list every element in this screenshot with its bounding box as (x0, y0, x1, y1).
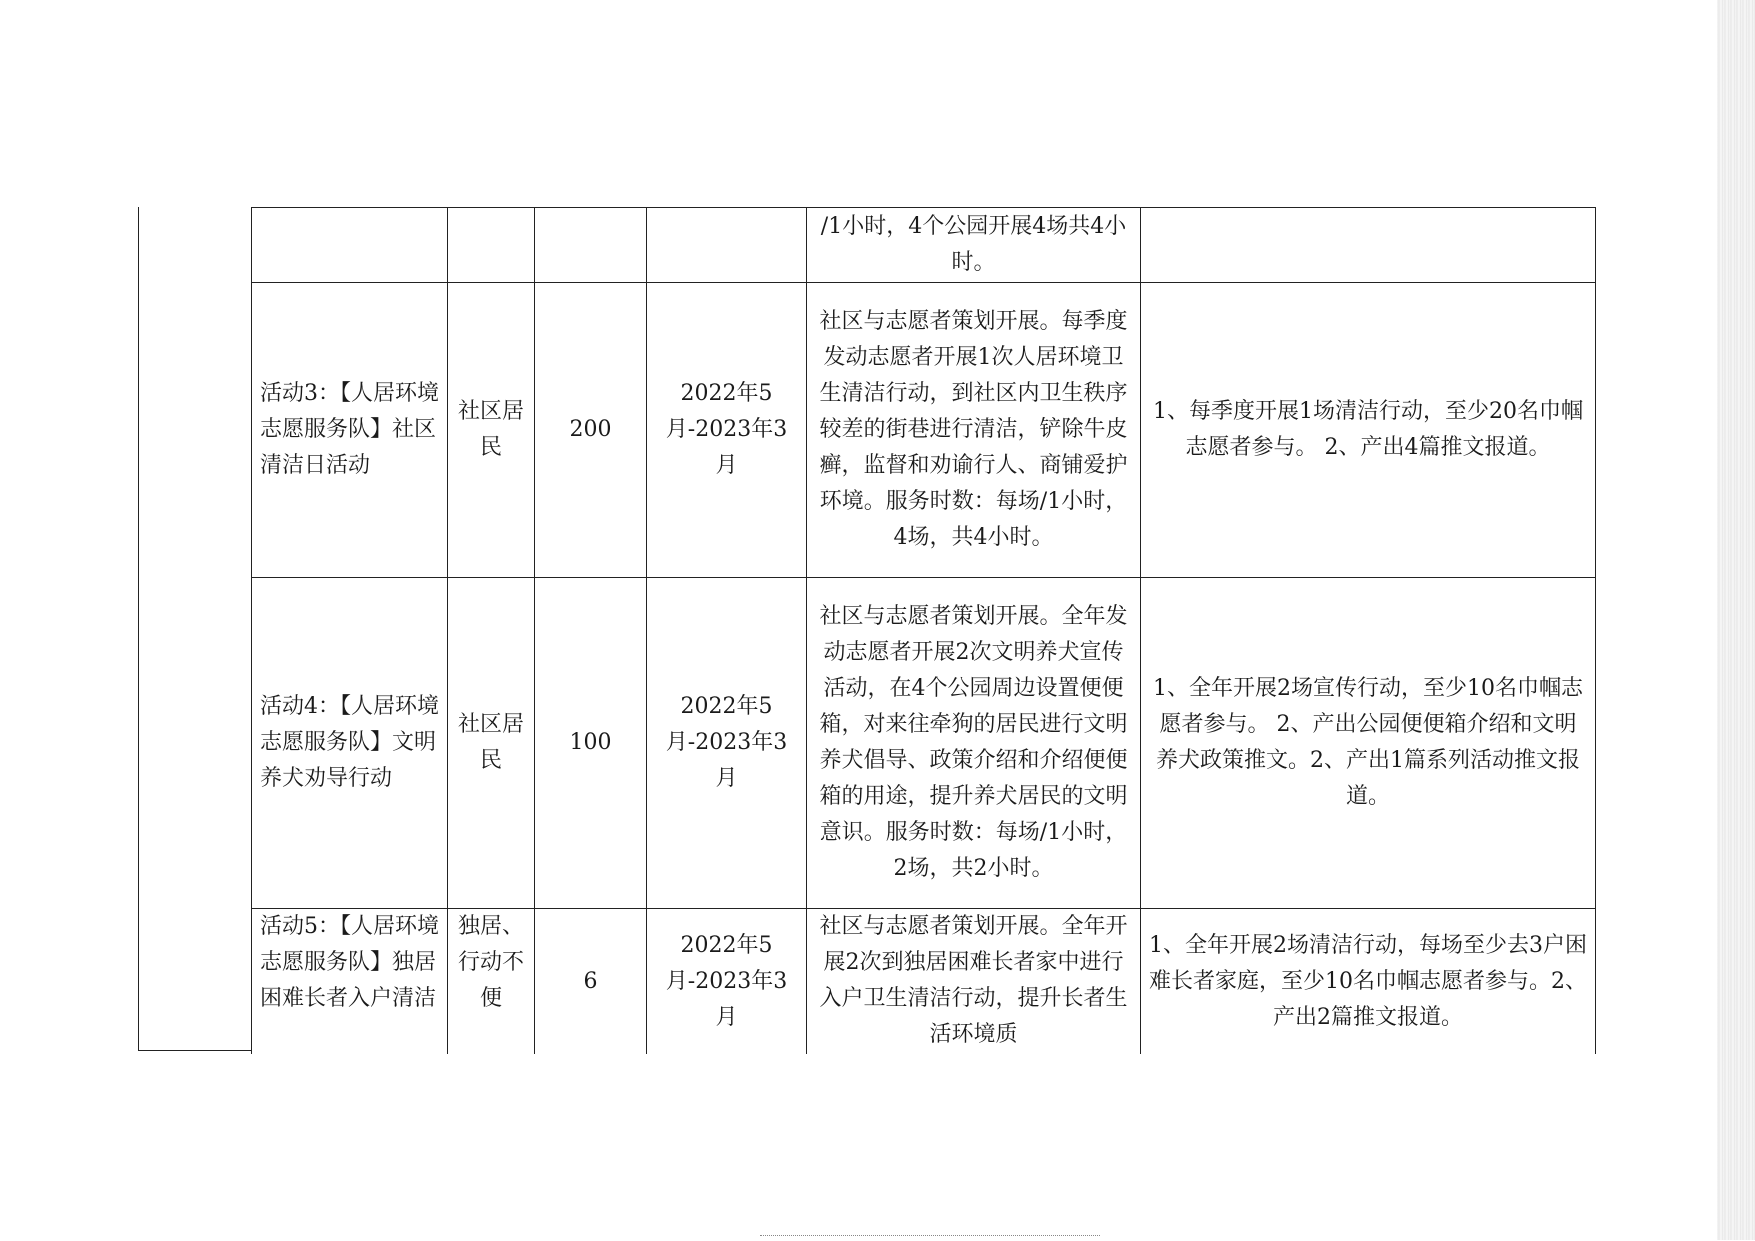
participant-count-cell: 6 (535, 909, 647, 1055)
activity-description-cell: 社区与志愿者策划开展。每季度发动志愿者开展1次人居环境卫生清洁行动，到社区内卫生秩序较差的街巷进行清洁，铲除牛皮癣，监督和劝谕行人、商铺爱护环境。服务时数：每场/1小时，4场，共4小时。 (807, 283, 1141, 578)
participant-count-cell: 200 (535, 283, 647, 578)
activity-description-cell: /1小时，4个公园开展4场共4小时。 (807, 208, 1141, 283)
time-period-cell: 2022年5月-2023年3月 (647, 909, 807, 1055)
target-group-cell: 独居、行动不便 (448, 909, 535, 1055)
table-row (252, 578, 1596, 909)
activity-name-cell: 活动3：【人居环境志愿服务队】社区清洁日活动 (252, 283, 448, 578)
table-row (252, 208, 1596, 283)
outer-table-left-border (138, 207, 139, 1050)
activity-name-cell: 活动5：【人居环境志愿服务队】独居困难长者入户清洁 (252, 909, 448, 1055)
activity-plan-table (251, 207, 1596, 1054)
expected-result-cell: 1、全年开展2场清洁行动，每场至少去3户困难长者家庭，至少10名巾帼志愿者参与。2、产出2篇推文报道。 (1141, 909, 1596, 1055)
activity-name-cell (252, 208, 448, 283)
scan-edge-shadow (1717, 0, 1755, 1240)
activity-name-cell: 活动4：【人居环境志愿服务队】文明养犬劝导行动 (252, 578, 448, 909)
expected-result-cell: 1、每季度开展1场清洁行动，至少20名巾帼志愿者参与。 2、产出4篇推文报道。 (1141, 283, 1596, 578)
time-period-cell (647, 208, 807, 283)
expected-result-cell (1141, 208, 1596, 283)
time-period-cell: 2022年5月-2023年3月 (647, 283, 807, 578)
table-row (252, 283, 1596, 578)
outer-table-bottom-border (138, 1050, 251, 1051)
target-group-cell: 社区居民 (448, 578, 535, 909)
time-period-cell: 2022年5月-2023年3月 (647, 578, 807, 909)
participant-count-cell (535, 208, 647, 283)
target-group-cell: 社区居民 (448, 283, 535, 578)
table-row (252, 909, 1596, 1055)
participant-count-cell: 100 (535, 578, 647, 909)
activity-description-cell: 社区与志愿者策划开展。全年开展2次到独居困难长者家中进行入户卫生清洁行动，提升长者生活环境质 (807, 909, 1141, 1055)
target-group-cell (448, 208, 535, 283)
scan-artifact-marks (760, 1235, 1100, 1241)
activity-description-cell: 社区与志愿者策划开展。全年发动志愿者开展2次文明养犬宣传活动，在4个公园周边设置便便箱，对来往牵狗的居民进行文明养犬倡导、政策介绍和介绍便便箱的用途，提升养犬居民的文明意识。服务时数：每场/1小时，2场，共2小时。 (807, 578, 1141, 909)
expected-result-cell: 1、全年开展2场宣传行动，至少10名巾帼志愿者参与。 2、产出公园便便箱介绍和文明养犬政策推文。2、产出1篇系列活动推文报道。 (1141, 578, 1596, 909)
